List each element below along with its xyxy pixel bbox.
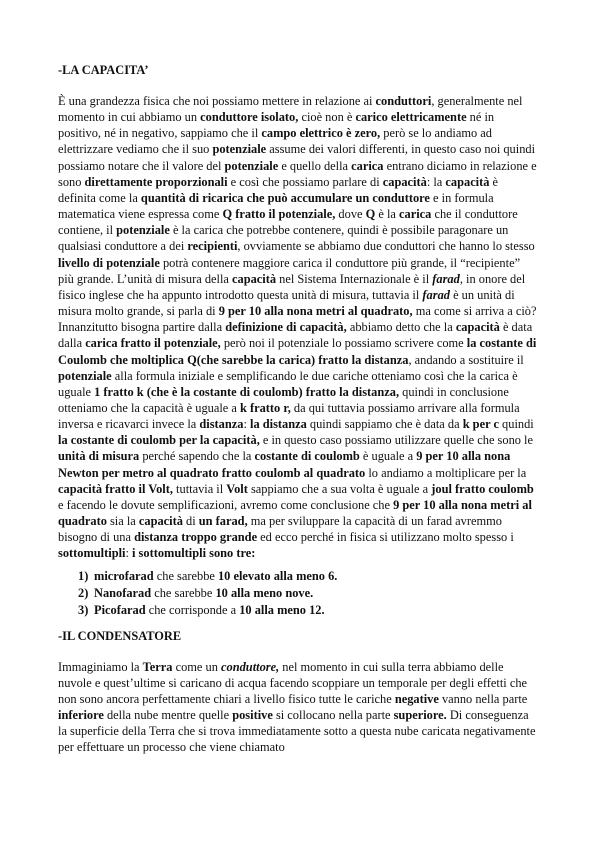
emphasis-text: capacità [232, 271, 277, 286]
emphasis-text: definizione di capacità, [225, 320, 347, 335]
list-text: Nanofarad che sarebbe 10 alla meno nove. [94, 585, 314, 600]
emphasis-text: 9 per 10 alla nona metri al quadrato [58, 497, 532, 529]
emphasis-text: conduttori [375, 94, 432, 108]
emphasis-text: 9 per 10 alla nona metri al quadrato, [218, 304, 413, 319]
emphasis-text: direttamente proporzionali [84, 174, 228, 189]
emphasis-text: carico elettricamente [355, 110, 467, 125]
list-number: 2) [78, 585, 89, 600]
emphasis-text: unità di misura [58, 449, 140, 464]
emphasis-text: potenziale [116, 223, 170, 238]
emphasis-text: joul fratto coulomb [431, 481, 534, 496]
emphasis-text: Q fratto il potenziale, [222, 207, 336, 222]
sottomultipli-list [58, 568, 538, 619]
emphasis-text: carica [399, 207, 432, 222]
list-text: Picofarad che corrisponde a 10 alla meno 12. [94, 602, 325, 617]
emphasis-text: microfarad [94, 568, 154, 583]
emphasis-text: conduttore, [221, 659, 280, 674]
paragraph-capacita: È una grandezza fisica che noi possiamo mettere in relazione ai conduttori, generalmente nel momento in cui abbiamo un conduttore isolato, cioè non è carico elettricamente né in positivo, né in negativo, sappiamo che il campo elettrico è zero, però se lo andiamo ad elettrizzare vediamo che il suo potenziale assume dei valori differenti, in questo caso noi quindi possiamo notare che il valore del potenziale e quello della carica entrano diciamo in relazione e sono direttamente proporzionali e così che possiamo parlare di capacità: la capacità è definita come la quantità di ricarica che può accumulare un conduttore e in formula matematica viene espressa come Q fratto il potenziale, dove Q è la carica che il conduttore contiene, il potenziale è la carica che potrebbe contenere, quindi è possibile paragonare un qualsiasi conduttore a dei recipienti, ovviamente se abbiamo due conduttori che hanno lo stesso livello di potenziale potrà contenere maggiore carica il conduttore più grande, il “recipiente” più grande. L’unità di misura della capacità nel Sistema Internazionale è il farad, in onore del fisico inglese che ha appunto introdotto questa unità di misura, tuttavia il farad è un unità di misura molto grande, si parla di 9 per 10 alla nona metri al quadrato, ma come si arriva a ciò? Innanzitutto bisogna partire dalla definizione di capacità, abbiamo detto che la capacità è data dalla carica fratto il potenziale, però noi il potenziale lo possiamo scrivere come la costante di Coulomb che moltiplica Q(che sarebbe la carica) fratto la distanza, andando a sostituire il potenziale alla formula iniziale e semplificando le due cariche otteniamo così che la carica è uguale 1 fratto k (che è la costante di coulomb) fratto la distanza, quindi in conclusione otteniamo che la capacità è uguale a k fratto r, da qui tuttavia possiamo arrivare alla formula inversa e ricavarci invece la distanza: la distanza quindi sappiamo che è data da k per c quindi la costante di coulomb per la capacità, e in questo caso possiamo utilizzare quelle che sono le unità di misura perché sapendo che la costante di coulomb è uguale a 9 per 10 alla nona Newton per metro al quadrato fratto coulomb al quadrato lo andiamo a moltiplicare per la capacità fratto il Volt, tuttavia il Volt sappiamo che a sua volta è uguale a joul fratto coulomb e facendo le dovute semplificazioni, avremo come conclusione che 9 per 10 alla nona metri al quadrato sia la capacità di un farad, ma per sviluppare la capacità di un farad avremmo bisogno di una distanza troppo grande ed ecco perché in fisica si utilizzano molto spesso i sottomultipli: i sottomultipli sono tre: [58, 94, 537, 561]
emphasis-text: capacità [382, 174, 427, 189]
emphasis-text: 10 alla meno 12. [239, 602, 325, 617]
emphasis-text: campo elettrico è zero, [261, 126, 381, 141]
emphasis-text: la distanza [250, 417, 307, 432]
emphasis-text: Volt [226, 481, 248, 496]
emphasis-text: capacità fratto il Volt, [58, 481, 173, 496]
emphasis-text: livello di potenziale [58, 255, 160, 270]
emphasis-text: inferiore [58, 708, 104, 722]
emphasis-text: distanza [199, 417, 244, 432]
emphasis-text: farad [422, 287, 450, 302]
emphasis-text: la costante di Coulomb che moltiplica Q(che sarebbe la carica) fratto la distanza [58, 336, 537, 367]
emphasis-text: capacità [455, 320, 500, 335]
list-number: 3) [78, 602, 89, 617]
emphasis-text: 10 elevato alla meno 6. [217, 568, 338, 583]
emphasis-text: i sottomultipli sono tre: [132, 546, 256, 561]
section-title-capacita: -LA CAPACITA’ [58, 63, 149, 77]
emphasis-text: Nanofarad [94, 585, 152, 600]
emphasis-text: 10 alla meno nove. [215, 585, 314, 600]
emphasis-text: potenziale [58, 368, 112, 383]
paragraph-condensatore: Immaginiamo la Terra come un conduttore, nel momento in cui sulla terra abbiamo delle nuvole e quest’ultime si caricano di acqua facendo scoppiare un temporale per degli effetti che non sono ancora perfettamente chiari a livello fisico tutte le cariche negative vanno nella parte inferiore della nube mentre quelle positive si collocano nella parte superiore. Di conseguenza la superficie della Terra che si trova immediatamente sotto a questa nube caricata negativamente per effettuare un processo che viene chiamato [58, 659, 536, 755]
emphasis-text: conduttore isolato, [200, 110, 299, 125]
emphasis-text: 1 fratto k (che è la costante di coulomb) fratto la distanza, [94, 384, 400, 399]
list-item [58, 568, 538, 585]
emphasis-text: un farad, [198, 514, 248, 529]
emphasis-text: recipienti [187, 239, 238, 254]
emphasis-text: Picofarad [94, 602, 146, 617]
emphasis-text: costante di coulomb [254, 449, 360, 464]
emphasis-text: potenziale [212, 142, 267, 157]
emphasis-text: distanza troppo grande [134, 530, 258, 545]
emphasis-text: quantità di ricarica che può accumulare un conduttore [140, 190, 430, 205]
emphasis-text: farad [432, 271, 460, 286]
emphasis-text: 9 per 10 alla nona Newton per metro al quadrato fratto coulomb al quadrato [58, 449, 511, 480]
list-number: 1) [78, 568, 89, 583]
emphasis-text: carica fratto il potenziale, [85, 336, 221, 351]
emphasis-text: positive [232, 708, 273, 722]
list-item [58, 602, 538, 619]
emphasis-text: superiore. [393, 708, 447, 722]
emphasis-text: Terra [142, 659, 173, 674]
emphasis-text: capacità [445, 174, 490, 189]
emphasis-text: negative [394, 691, 439, 706]
emphasis-text: carica [351, 158, 384, 173]
emphasis-text: k fratto r, [239, 400, 291, 415]
list-item [58, 585, 538, 602]
emphasis-text: sottomultipli [58, 546, 126, 561]
emphasis-text: la costante di coulomb per la capacità, [58, 433, 260, 448]
list-text: microfarad che sarebbe 10 elevato alla meno 6. [94, 568, 338, 583]
emphasis-text: Q [365, 207, 376, 222]
emphasis-text: k per c [462, 417, 499, 432]
emphasis-text: potenziale [224, 158, 279, 173]
section-title-condensatore: -IL CONDENSATORE [58, 628, 182, 643]
emphasis-text: capacità [138, 514, 183, 529]
